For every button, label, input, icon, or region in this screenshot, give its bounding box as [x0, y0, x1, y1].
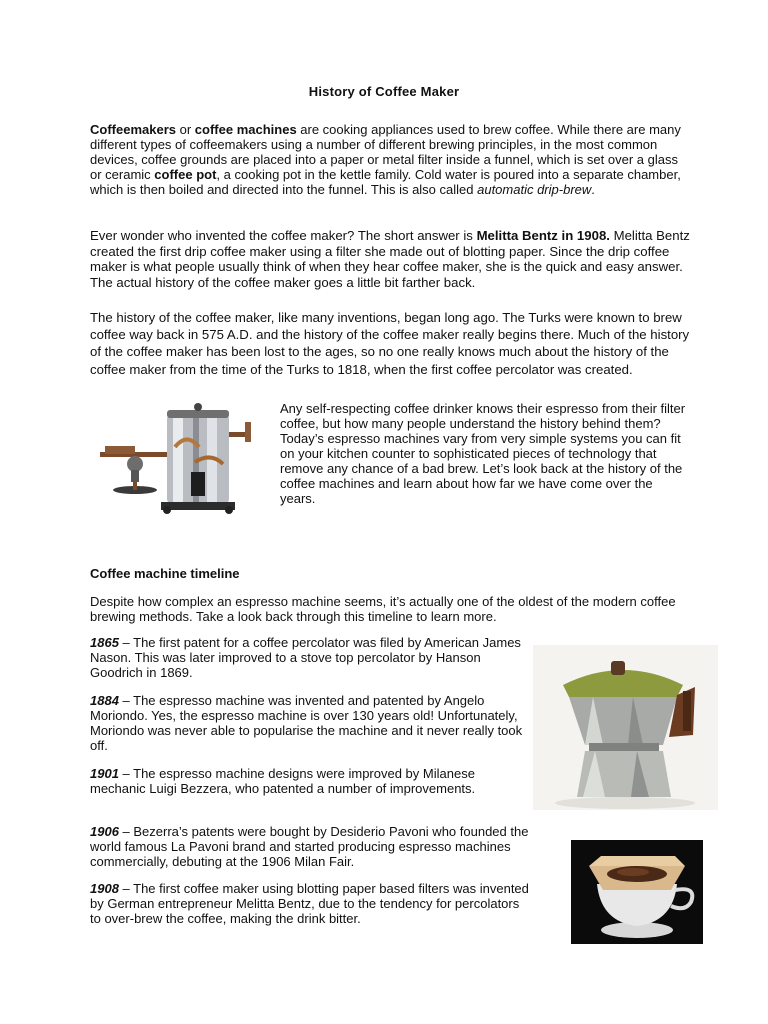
timeline-entry: 1906 – Bezerra’s patents were bought by Desiderio Pavoni who founded the world famous La Pavoni brand and started producing espresso machines commercially, debuting at the 1906 Milan Fair. [90, 824, 529, 869]
intro-paragraph: Coffeemakers or coffee machines are cooking appliances used to brew coffee. While there are many different types of coffeemakers using a number of different brewing principles, in the most common devices, coffee grounds are placed into a paper or metal filter inside a funnel, which is set over a glass or ceramic coffee pot, a cooking pot in the kettle family. Cold water is poured into a separate chamber, which is then boiled and directed into the funnel. This is also called automatic drip-brew. [90, 122, 681, 197]
inventor-paragraph: Ever wonder who invented the coffee maker? The short answer is Melitta Bentz in 1908. Melitta Bentz created the first drip coffee maker using a filter she made out of blotting paper. Since the drip coffee maker is what people usually think of when they hear coffee maker, she is the quick and easy answer. The actual history of the coffee maker goes a little bit farther back. [90, 228, 690, 290]
espresso-intro-paragraph: Any self-respecting coffee drinker knows their espresso from their filter coffee, but how many people understand the history behind them? Today’s espresso machines vary from very simple systems you can fit on your kitchen counter to sophisticated pieces of technology that remove any chance of a bad brew. Let’s look back at the history of the coffee machines and learn about how far we have come over the years. [280, 401, 686, 506]
page-title: History of Coffee Maker [308, 84, 460, 99]
drip-filter-image [571, 840, 703, 944]
espresso-machine-image [95, 402, 270, 517]
history-paragraph: The history of the coffee maker, like many inventions, began long ago. The Turks were known to brew coffee way back in 575 A.D. and the history of the coffee maker really begins there. Much of the history of the coffee maker has been lost to the ages, so no one really knows much about the history of the coffee maker from the time of the Turks to 1818, when the first coffee percolator was created. [90, 310, 690, 377]
timeline-entry: 1884 – The espresso machine was invented and patented by Angelo Moriondo. Yes, the espresso machine is over 130 years old! Unfortunately, Moriondo was never able to popularise the machine and it never really took off. [90, 693, 523, 753]
timeline-entry: 1865 – The first patent for a coffee percolator was filed by American James Nason. This was later improved to a stove top percolator by Hanson Goodrich in 1869. [90, 635, 521, 680]
timeline-heading: Coffee machine timeline [90, 566, 240, 581]
timeline-entry: 1908 – The first coffee maker using blotting paper based filters was invented by German entrepreneur Melitta Bentz, due to the tendency for percolators to over-brew the coffee, making the drink bitter. [90, 881, 529, 926]
timeline-entry: 1901 – The espresso machine designs were improved by Milanese mechanic Luigi Bezzera, who patented a number of improvements. [90, 766, 476, 796]
moka-pot-image [533, 645, 718, 810]
timeline-intro: Despite how complex an espresso machine seems, it’s actually one of the oldest of the modern coffee brewing methods. Take a look back through this timeline to learn more. [90, 594, 676, 624]
